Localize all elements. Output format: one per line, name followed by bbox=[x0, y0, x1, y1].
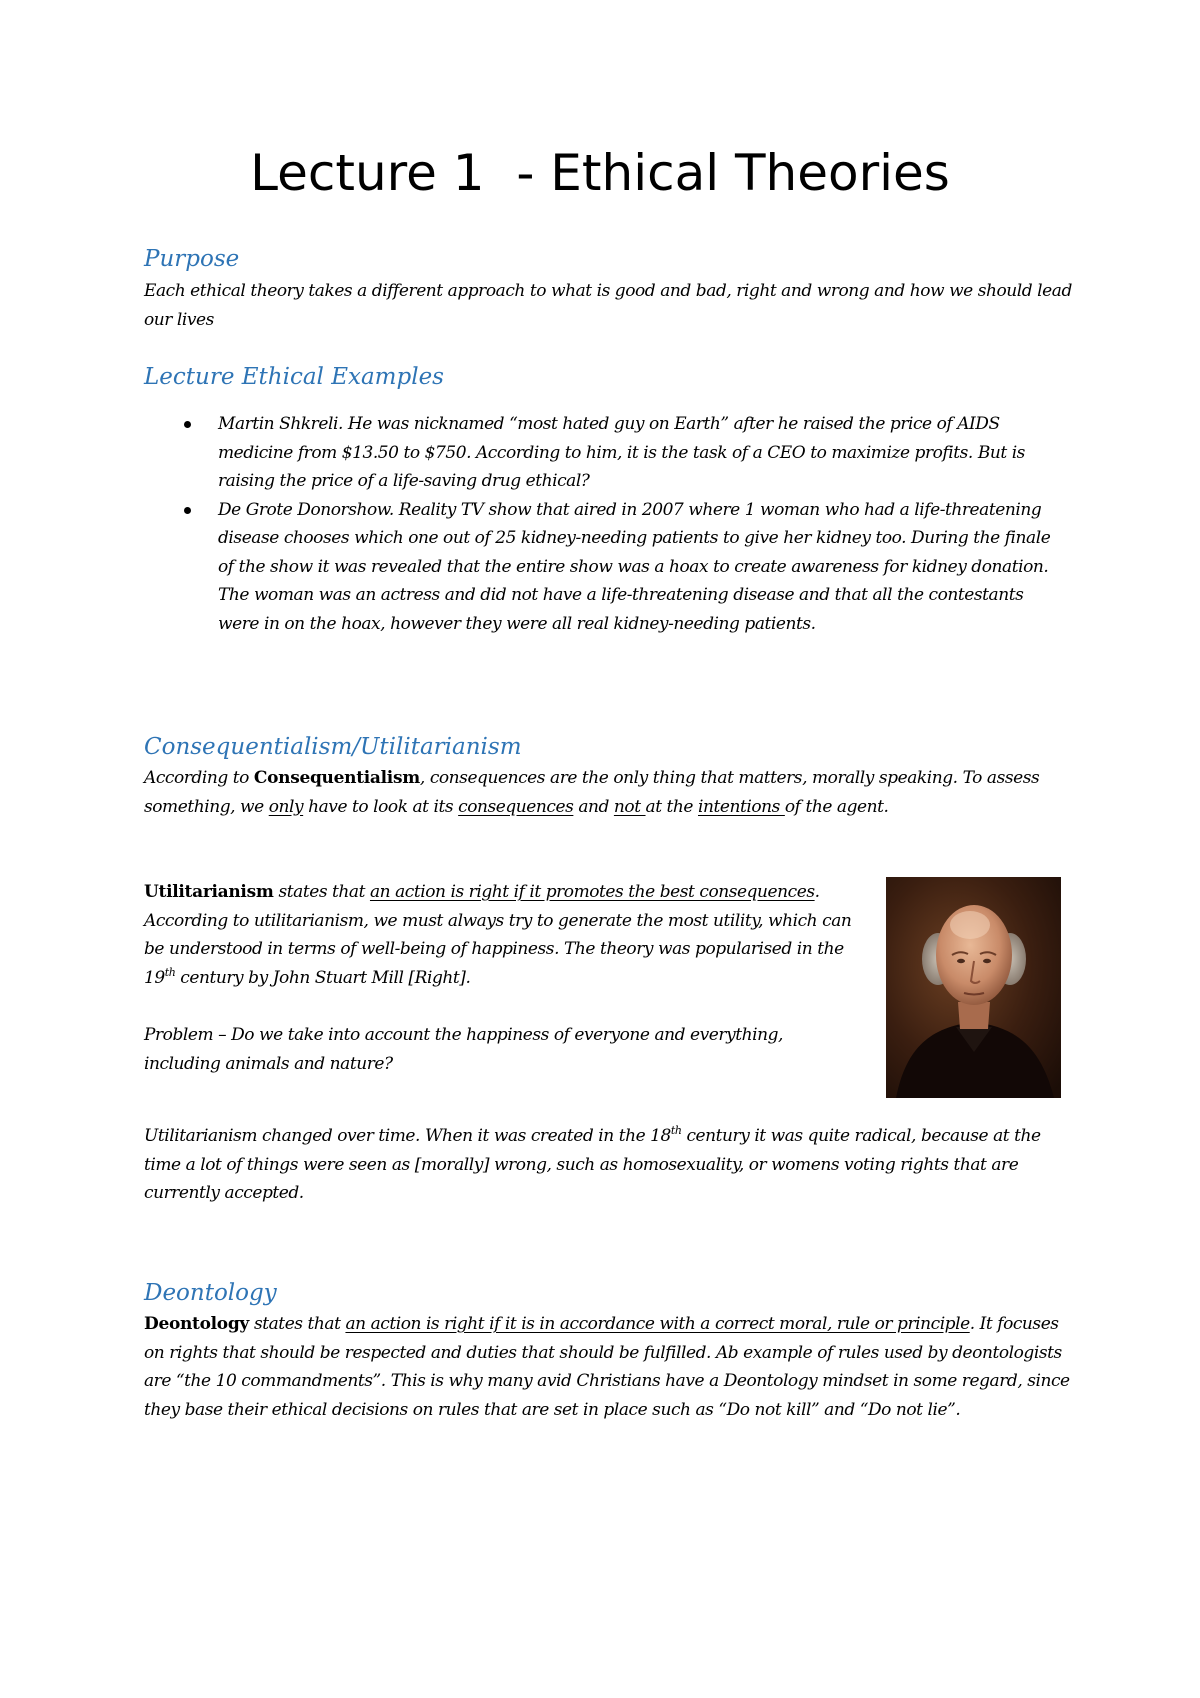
underlined-text: only bbox=[268, 796, 304, 817]
text-run: states that bbox=[249, 1314, 346, 1334]
term-deontology: Deontology bbox=[144, 1314, 250, 1334]
utilitarianism-change-paragraph bbox=[144, 1122, 1074, 1208]
examples-list bbox=[144, 410, 1064, 638]
examples-heading: Lecture Ethical Examples bbox=[144, 364, 444, 390]
text-run: at the bbox=[645, 796, 698, 817]
underlined-text: not bbox=[613, 796, 646, 817]
text-run: century it was quite radical, because at the time a lot of things were seen as [morally] wrong, such as homosexuality, or womens voting rights that are currently accepted. bbox=[144, 1126, 1041, 1203]
john-stuart-mill-portrait bbox=[886, 877, 1061, 1098]
text-run: of the agent. bbox=[784, 796, 889, 817]
consequentialism-heading: Consequentialism/Utilitarianism bbox=[144, 734, 522, 760]
bullet-icon bbox=[184, 421, 191, 428]
deontology-heading: Deontology bbox=[144, 1280, 277, 1306]
text-run: states that bbox=[273, 882, 370, 902]
deontology-paragraph bbox=[144, 1310, 1074, 1424]
utilitarianism-paragraph bbox=[144, 878, 864, 992]
underlined-text: an action is right if it is in accordance with a correct moral, rule or principle bbox=[345, 1314, 970, 1334]
text-run: have to look at its bbox=[303, 796, 459, 817]
purpose-heading: Purpose bbox=[144, 246, 240, 272]
term-consequentialism: Consequentialism bbox=[253, 768, 420, 788]
list-item bbox=[144, 410, 1064, 496]
superscript: th bbox=[164, 965, 176, 979]
utilitarianism-problem: Problem – Do we take into account the happiness of everyone and everything, including animals and nature? bbox=[144, 1025, 783, 1074]
consequentialism-paragraph bbox=[144, 764, 1074, 821]
superscript: th bbox=[670, 1124, 682, 1137]
text-run: According to bbox=[144, 768, 254, 788]
underlined-text: consequences bbox=[458, 796, 574, 817]
example-text: Martin Shkreli. He was nicknamed “most hated guy on Earth” after he raised the price of AIDS medicine from $13.50 to $750. According to him, it is the task of a CEO to maximize profits. But is raising the price of a life-saving drug ethical? bbox=[218, 414, 1025, 491]
list-item bbox=[144, 496, 1064, 639]
text-run: century by John Stuart Mill [Right]. bbox=[175, 967, 471, 988]
underlined-text: intentions bbox=[698, 796, 785, 817]
bullet-icon bbox=[184, 507, 191, 514]
text-run: and bbox=[573, 796, 614, 817]
text-run: . According to utilitarianism, we must always try to generate the most utility, which can be understood in terms of well-being of happiness. The theory was popularised in the 19 bbox=[144, 882, 852, 988]
text-run: . It focuses on rights that should be respected and duties that should be fulfilled. Ab example of rules used by deontologists are “the 10 commandments”. This is why many avid Christians have a Deontology mindset in some regard, since they base their ethical decisions on rules that are set in place such as “Do not kill” and “Do not lie”. bbox=[144, 1314, 1070, 1420]
text-run: Utilitarianism changed over time. When it was created in the 18 bbox=[144, 1126, 671, 1146]
underlined-text: an action is right if it promotes the best consequences bbox=[369, 882, 815, 902]
purpose-text: Each ethical theory takes a different approach to what is good and bad, right and wrong and how we should lead our lives bbox=[144, 281, 1072, 330]
example-text: De Grote Donorshow. Reality TV show that aired in 2007 where 1 woman who had a life-threatening disease chooses which one out of 25 kidney-needing patients to give her kidney too. During the finale of the show it was revealed that the entire show was a hoax to create awareness for kidney donation. The woman was an actress and did not have a life-threatening disease and that all the contestants were in on the hoax, however they were all real kidney-needing patients. bbox=[218, 499, 1051, 634]
text-run: , consequences are the only thing that matters, morally speaking. To assess something, we bbox=[144, 768, 1040, 817]
page-title: Lecture 1 - Ethical Theories bbox=[250, 144, 950, 202]
term-utilitarianism: Utilitarianism bbox=[144, 882, 274, 902]
